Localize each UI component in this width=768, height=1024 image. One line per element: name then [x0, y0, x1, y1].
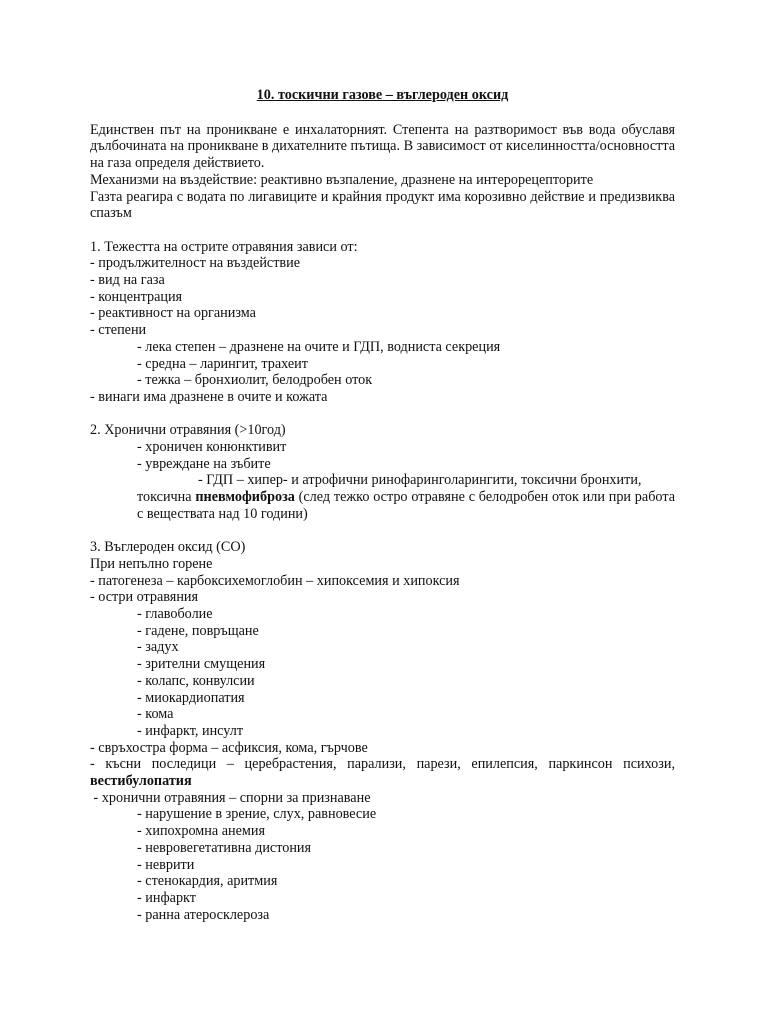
section3-subheading: При непълно горене [90, 555, 213, 572]
section3-heading: 3. Въглероден оксид (СО) [90, 539, 246, 556]
spacer [90, 523, 675, 540]
list-item: - патогенеза – карбоксихемоглобин – хипоксемия и хипоксия [90, 572, 460, 589]
spacer [90, 406, 675, 423]
page-title: 10. тоскични газове – въглероден оксид [256, 87, 509, 103]
chronic-item: - нарушение в зрение, слух, равновесие [137, 806, 377, 823]
list-item: - увреждане на зъбите [137, 455, 271, 472]
acute-item: - главоболие [137, 606, 213, 623]
list-item: - остри отравяния [90, 589, 199, 606]
chronic-item: - хипохромна анемия [137, 823, 265, 840]
late-effects [90, 756, 675, 789]
spacer [90, 222, 675, 239]
gdp-pre: токсична [137, 489, 196, 506]
degree-item: - лека степен – дразнене на очите и ГДП, водниста секреция [137, 338, 501, 355]
list-item: - винаги има дразнене в очите и кожата [90, 388, 328, 405]
list-item: - продължителност на въздействие [90, 255, 300, 272]
degree-item: - средна – ларингит, трахеит [137, 355, 308, 372]
list-item: - реактивност на организма [90, 305, 256, 322]
acute-item: - миокардиопатия [137, 689, 245, 706]
gdp-bold-term: пневмофиброза [195, 489, 295, 506]
chronic-item: - неврити [137, 856, 195, 873]
gdp-post: (след тежко остро отравяне с белодробен оток или при работа с веществата над 10 години) [137, 489, 675, 522]
acute-item: - задух [137, 639, 179, 656]
list-item: - степени [90, 322, 147, 339]
acute-item: - кома [137, 706, 174, 723]
intro-paragraph-3: Газта реагира с водата по лигавиците и крайния продукт има корозивно действие и предизвиква спазъм [90, 188, 675, 222]
chronic-item: - инфаркт [137, 890, 196, 906]
intro-paragraph-2: Механизми на въздействие: реактивно възпаление, дразнене на интерорецепторите [90, 171, 594, 188]
acute-item: - зрителни смущения [137, 656, 266, 673]
acute-item: - колапс, конвулсии [137, 672, 255, 689]
intro-paragraph-1: Единствен път на проникване е инхалаторният. Степента на разтворимост във вода обуславя дълбочината на проникване в дихателните пътища. В зависимост от киселинността/основността на газа определя действието. [90, 121, 675, 172]
list-item: - хроничен конюнктивит [137, 439, 287, 456]
late-effects-text: - късни последици – церебрастения, парализи, парези, епилепсия, паркинсон психози, [90, 756, 675, 773]
gdp-continuation [90, 489, 675, 522]
gdp-line: - ГДП – хипер- и атрофични ринофаринголарингити, токсични бронхити, [198, 472, 642, 489]
late-effects-bold-term: вестибулопатия [90, 773, 192, 790]
section1-heading: 1. Тежестта на острите отравяния зависи от: [90, 238, 358, 255]
list-item: - концентрация [90, 288, 183, 305]
degree-item: - тежка – бронхиолит, белодробен оток [137, 372, 373, 389]
document-body [90, 87, 675, 923]
acute-item: - гадене, повръщане [137, 622, 259, 639]
list-item: - свръхостра форма – асфиксия, кома, гърчове [90, 739, 368, 756]
chronic-item: - ранна атеросклероза [137, 906, 270, 923]
acute-item: - инфаркт, инсулт [137, 722, 244, 739]
chronic-item: - невровегетативна дистония [137, 839, 312, 856]
list-item: - вид на газа [90, 272, 165, 289]
list-item: - хронични отравяния – спорни за признаване [90, 789, 371, 806]
chronic-item: - стенокардия, аритмия [137, 873, 278, 890]
section2-heading: 2. Хронични отравяния (>10год) [90, 422, 286, 439]
